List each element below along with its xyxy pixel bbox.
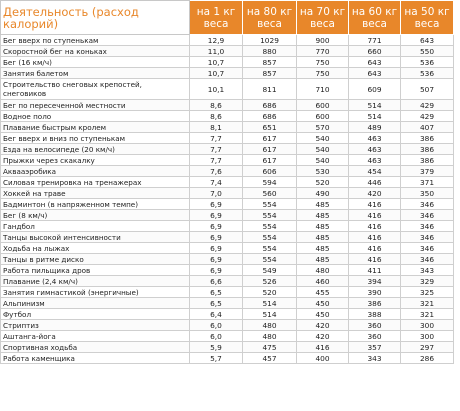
activity-cell: Хоккей на траве [1,188,190,199]
activity-cell: Работа каменщика [1,353,190,364]
value-cell: 609 [349,79,401,100]
activity-cell: Танцы в ритме диско [1,254,190,265]
value-cell: 600 [297,111,349,122]
value-cell: 6,9 [190,254,243,265]
activity-cell: Силовая тренировка на тренажерах [1,177,190,188]
value-cell: 360 [349,320,401,331]
value-cell: 7,7 [190,155,243,166]
value-cell: 454 [349,166,401,177]
value-cell: 485 [297,254,349,265]
activity-cell: Езда на велосипеде (20 км/ч) [1,144,190,155]
value-cell: 7,6 [190,166,243,177]
value-cell: 8,6 [190,111,243,122]
value-cell: 540 [297,133,349,144]
value-cell: 325 [401,287,454,298]
value-cell: 480 [243,331,297,342]
value-cell: 371 [401,177,454,188]
value-cell: 429 [401,100,454,111]
activity-cell: Бадминтон (в напряженном темпе) [1,199,190,210]
activity-cell: Занятия гимнастикой (энергичные) [1,287,190,298]
value-cell: 286 [401,353,454,364]
value-cell: 416 [349,254,401,265]
value-cell: 11,0 [190,46,243,57]
table-row [1,68,454,79]
value-cell: 490 [297,188,349,199]
activity-cell: Аквааэробика [1,166,190,177]
value-cell: 530 [297,166,349,177]
value-cell: 463 [349,155,401,166]
value-cell: 6,5 [190,298,243,309]
value-cell: 390 [349,287,401,298]
table-row [1,188,454,199]
value-cell: 6,5 [190,287,243,298]
value-cell: 429 [401,111,454,122]
table-row [1,57,454,68]
table-row [1,243,454,254]
table-row [1,111,454,122]
value-cell: 520 [297,177,349,188]
table-row [1,144,454,155]
value-cell: 489 [349,122,401,133]
value-cell: 360 [349,331,401,342]
value-cell: 346 [401,221,454,232]
table-row [1,100,454,111]
table-row [1,298,454,309]
value-cell: 446 [349,177,401,188]
header-per-60kg: на 60 кг веса [349,1,401,35]
value-cell: 6,9 [190,210,243,221]
value-cell: 346 [401,254,454,265]
value-cell: 6,6 [190,276,243,287]
value-cell: 12,9 [190,35,243,46]
value-cell: 770 [297,46,349,57]
value-cell: 485 [297,232,349,243]
value-cell: 10,1 [190,79,243,100]
table-row [1,199,454,210]
value-cell: 536 [401,57,454,68]
value-cell: 7,7 [190,133,243,144]
value-cell: 321 [401,309,454,320]
table-row [1,166,454,177]
value-cell: 540 [297,155,349,166]
value-cell: 485 [297,243,349,254]
value-cell: 416 [349,199,401,210]
value-cell: 643 [401,35,454,46]
table-row [1,210,454,221]
value-cell: 386 [349,298,401,309]
table-row [1,177,454,188]
value-cell: 514 [349,100,401,111]
table-row [1,133,454,144]
activity-cell: Строительство снеговых крепостей, снеговиков [1,79,190,100]
value-cell: 420 [297,331,349,342]
table-row [1,331,454,342]
value-cell: 8,1 [190,122,243,133]
activity-cell: Плавание (2,4 км/ч) [1,276,190,287]
table-row [1,232,454,243]
value-cell: 526 [243,276,297,287]
value-cell: 606 [243,166,297,177]
activity-cell: Футбол [1,309,190,320]
value-cell: 900 [297,35,349,46]
value-cell: 416 [349,232,401,243]
activity-cell: Бег по пересеченной местности [1,100,190,111]
value-cell: 450 [297,298,349,309]
table-row [1,276,454,287]
value-cell: 346 [401,232,454,243]
value-cell: 297 [401,342,454,353]
value-cell: 750 [297,68,349,79]
value-cell: 880 [243,46,297,57]
value-cell: 10,7 [190,57,243,68]
value-cell: 617 [243,155,297,166]
value-cell: 6,4 [190,309,243,320]
value-cell: 346 [401,199,454,210]
value-cell: 507 [401,79,454,100]
value-cell: 416 [349,243,401,254]
value-cell: 450 [297,309,349,320]
value-cell: 6,9 [190,243,243,254]
value-cell: 357 [349,342,401,353]
activity-cell: Занятия балетом [1,68,190,79]
table-body [1,35,454,364]
value-cell: 6,9 [190,265,243,276]
table-row [1,309,454,320]
value-cell: 400 [297,353,349,364]
activity-cell: Скоростной бег на коньках [1,46,190,57]
value-cell: 554 [243,232,297,243]
table-row [1,265,454,276]
value-cell: 7,4 [190,177,243,188]
activity-cell: Стриптиз [1,320,190,331]
value-cell: 411 [349,265,401,276]
header-activity: Деятельность (расход калорий) [1,1,190,35]
value-cell: 485 [297,221,349,232]
activity-cell: Прыжки через скакалку [1,155,190,166]
activity-cell: Ходьба на лыжах [1,243,190,254]
header-per-1kg: на 1 кг веса [190,1,243,35]
value-cell: 485 [297,210,349,221]
value-cell: 6,9 [190,221,243,232]
value-cell: 554 [243,254,297,265]
activity-cell: Плавание быстрым кролем [1,122,190,133]
value-cell: 554 [243,210,297,221]
value-cell: 460 [297,276,349,287]
value-cell: 463 [349,133,401,144]
value-cell: 379 [401,166,454,177]
value-cell: 343 [401,265,454,276]
value-cell: 394 [349,276,401,287]
value-cell: 651 [243,122,297,133]
activity-cell: Водное поло [1,111,190,122]
header-row [1,1,454,35]
value-cell: 6,9 [190,232,243,243]
value-cell: 5,9 [190,342,243,353]
value-cell: 300 [401,331,454,342]
value-cell: 480 [243,320,297,331]
table-row [1,254,454,265]
table-row [1,122,454,133]
value-cell: 771 [349,35,401,46]
value-cell: 386 [401,133,454,144]
table-row [1,353,454,364]
header-per-70kg: на 70 кг веса [297,1,349,35]
value-cell: 750 [297,57,349,68]
value-cell: 407 [401,122,454,133]
value-cell: 350 [401,188,454,199]
value-cell: 686 [243,100,297,111]
value-cell: 857 [243,57,297,68]
activity-cell: Бег вверх и вниз по ступенькам [1,133,190,144]
table-row [1,342,454,353]
table-row [1,155,454,166]
value-cell: 811 [243,79,297,100]
activity-cell: Бег (16 км/ч) [1,57,190,68]
value-cell: 643 [349,57,401,68]
value-cell: 549 [243,265,297,276]
value-cell: 7,7 [190,144,243,155]
activity-cell: Гандбол [1,221,190,232]
value-cell: 463 [349,144,401,155]
table-row [1,320,454,331]
value-cell: 550 [401,46,454,57]
value-cell: 346 [401,210,454,221]
value-cell: 660 [349,46,401,57]
activity-cell: Бег (8 км/ч) [1,210,190,221]
value-cell: 643 [349,68,401,79]
value-cell: 455 [297,287,349,298]
value-cell: 857 [243,68,297,79]
value-cell: 570 [297,122,349,133]
value-cell: 388 [349,309,401,320]
value-cell: 554 [243,199,297,210]
value-cell: 416 [349,210,401,221]
value-cell: 5,7 [190,353,243,364]
value-cell: 321 [401,298,454,309]
value-cell: 475 [243,342,297,353]
activity-cell: Бег вверх по ступенькам [1,35,190,46]
value-cell: 416 [349,221,401,232]
value-cell: 514 [243,309,297,320]
value-cell: 540 [297,144,349,155]
value-cell: 514 [349,111,401,122]
table-row [1,46,454,57]
header-per-50kg: на 50 кг веса [401,1,454,35]
value-cell: 420 [349,188,401,199]
value-cell: 536 [401,68,454,79]
activity-cell: Работа пильщика дров [1,265,190,276]
value-cell: 554 [243,221,297,232]
table-row [1,221,454,232]
header-per-80kg: на 80 кг веса [243,1,297,35]
value-cell: 600 [297,100,349,111]
value-cell: 520 [243,287,297,298]
value-cell: 6,0 [190,320,243,331]
value-cell: 485 [297,199,349,210]
value-cell: 6,9 [190,199,243,210]
value-cell: 617 [243,144,297,155]
value-cell: 686 [243,111,297,122]
value-cell: 514 [243,298,297,309]
value-cell: 300 [401,320,454,331]
value-cell: 457 [243,353,297,364]
value-cell: 346 [401,243,454,254]
activity-cell: Спортивная ходьба [1,342,190,353]
value-cell: 416 [297,342,349,353]
table-row [1,79,454,100]
value-cell: 594 [243,177,297,188]
value-cell: 554 [243,243,297,254]
value-cell: 329 [401,276,454,287]
value-cell: 8,6 [190,100,243,111]
value-cell: 7,0 [190,188,243,199]
activity-cell: Танцы высокой интенсивности [1,232,190,243]
value-cell: 6,0 [190,331,243,342]
value-cell: 480 [297,265,349,276]
value-cell: 10,7 [190,68,243,79]
table-row [1,287,454,298]
value-cell: 420 [297,320,349,331]
value-cell: 343 [349,353,401,364]
activity-cell: Аштанга-йога [1,331,190,342]
value-cell: 710 [297,79,349,100]
activity-cell: Альпинизм [1,298,190,309]
value-cell: 617 [243,133,297,144]
value-cell: 560 [243,188,297,199]
value-cell: 386 [401,144,454,155]
table-row [1,35,454,46]
value-cell: 1029 [243,35,297,46]
value-cell: 386 [401,155,454,166]
